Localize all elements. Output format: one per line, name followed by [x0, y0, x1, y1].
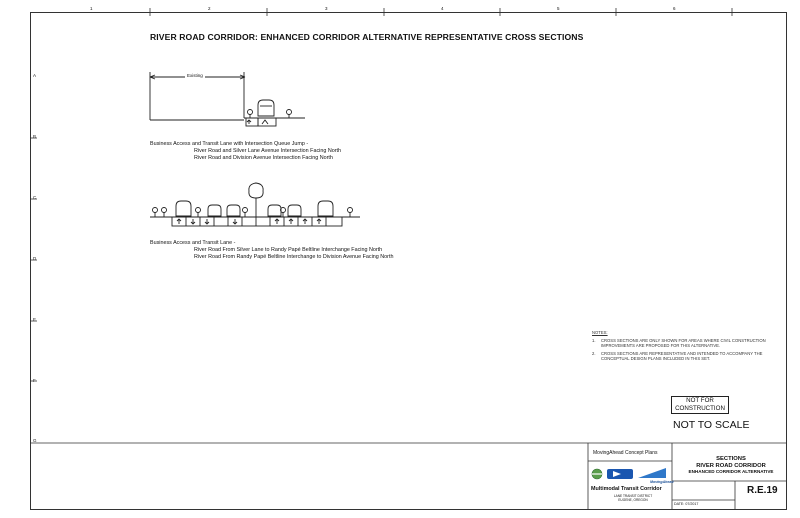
ruler-row-g: G: [33, 438, 37, 443]
note-number: 2.: [592, 351, 596, 356]
sheet-title-line-3: ENHANCED CORRIDOR ALTERNATIVE: [688, 469, 774, 474]
sheet-title: [676, 456, 786, 476]
section-2-description: [150, 240, 393, 261]
date-label: DATE:: [674, 502, 685, 506]
note-number: 1.: [592, 338, 596, 343]
agency-line-2: EUGENE, OREGON: [618, 498, 648, 502]
existing-dimension-label: Existing: [187, 73, 203, 78]
agency-name: [613, 494, 653, 502]
ruler-mark-6: 6: [673, 6, 676, 11]
agency-line-1: LANE TRANSIT DISTRICT: [613, 494, 653, 498]
sheet-title-line-1: SECTIONS: [716, 456, 746, 462]
section-1-heading: Business Access and Transit Lane with Intersection Queue Jump -: [150, 141, 309, 147]
ruler-mark-3: 3: [325, 6, 328, 11]
section-1-line-1: River Road and Silver Lane Avenue Intersection Facing North: [194, 148, 342, 154]
ruler-ticks: [30, 8, 732, 381]
ruler-mark-2: 2: [208, 6, 211, 11]
notes-block: [592, 330, 780, 364]
concept-plans-label: MovingAhead Concept Plans: [593, 450, 658, 456]
ruler-row-a: A: [33, 73, 37, 78]
section-2-heading: Business Access and Transit Lane -: [150, 240, 236, 246]
ruler-mark-5: 5: [557, 6, 560, 11]
section-2-line-2: River Road From Randy Papé Beltline Interchange to Division Avenue Facing North: [194, 254, 394, 260]
section-1-description: [150, 141, 341, 162]
ruler-row-e: E: [33, 317, 37, 322]
ruler-row-d: D: [33, 256, 37, 261]
note-text: CROSS SECTIONS ARE ONLY SHOWN FOR AREAS WHERE CIVIL CONSTRUCTION IMPROVEMENTS ARE PROPOSED FOR THIS ALTERNATIVE.: [601, 338, 766, 348]
sheet-title-line-2: RIVER ROAD CORRIDOR: [696, 462, 766, 469]
title-block-frame: [30, 443, 787, 510]
ruler-mark-1: 1: [90, 6, 93, 11]
page-title: RIVER ROAD CORRIDOR: ENHANCED CORRIDOR ALTERNATIVE REPRESENTATIVE CROSS SECTIONS: [150, 32, 584, 42]
notes-header: NOTES:: [592, 330, 608, 335]
section-1-line-2: River Road and Division Avenue Intersection Facing North: [194, 155, 333, 161]
ruler-row-f: F: [33, 378, 36, 383]
sheet-number: R.E.19: [747, 485, 778, 496]
note-item: [592, 338, 780, 348]
not-for-construction-stamp: [671, 396, 729, 414]
not-to-scale-label: NOT TO SCALE: [673, 419, 750, 431]
moving-ahead-logo-text: MovingAhead: [650, 480, 674, 484]
stamp-line-2: CONSTRUCTION: [675, 404, 725, 412]
note-item: [592, 351, 780, 361]
date-value: 07/2017: [685, 502, 699, 506]
date-field: [674, 502, 698, 506]
ruler-row-b: B: [33, 134, 37, 139]
ruler-row-c: C: [33, 195, 37, 200]
corridor-name: Multimodal Transit Corridor: [591, 486, 662, 492]
section-2-line-1: River Road From Silver Lane to Randy Papé Beltline Interchange Facing North: [194, 247, 383, 253]
cross-section-queue-jump: [150, 72, 305, 126]
cross-section-bat-lane: [150, 183, 360, 226]
ruler-mark-4: 4: [441, 6, 444, 11]
stamp-line-1: NOT FOR: [686, 397, 714, 404]
note-text: CROSS SECTIONS ARE REPRESENTATIVE AND INTENDED TO ACCOMPANY THE CONCEPTUAL DESIGN PLANS INCLUDED IN THIS SET.: [601, 351, 763, 361]
